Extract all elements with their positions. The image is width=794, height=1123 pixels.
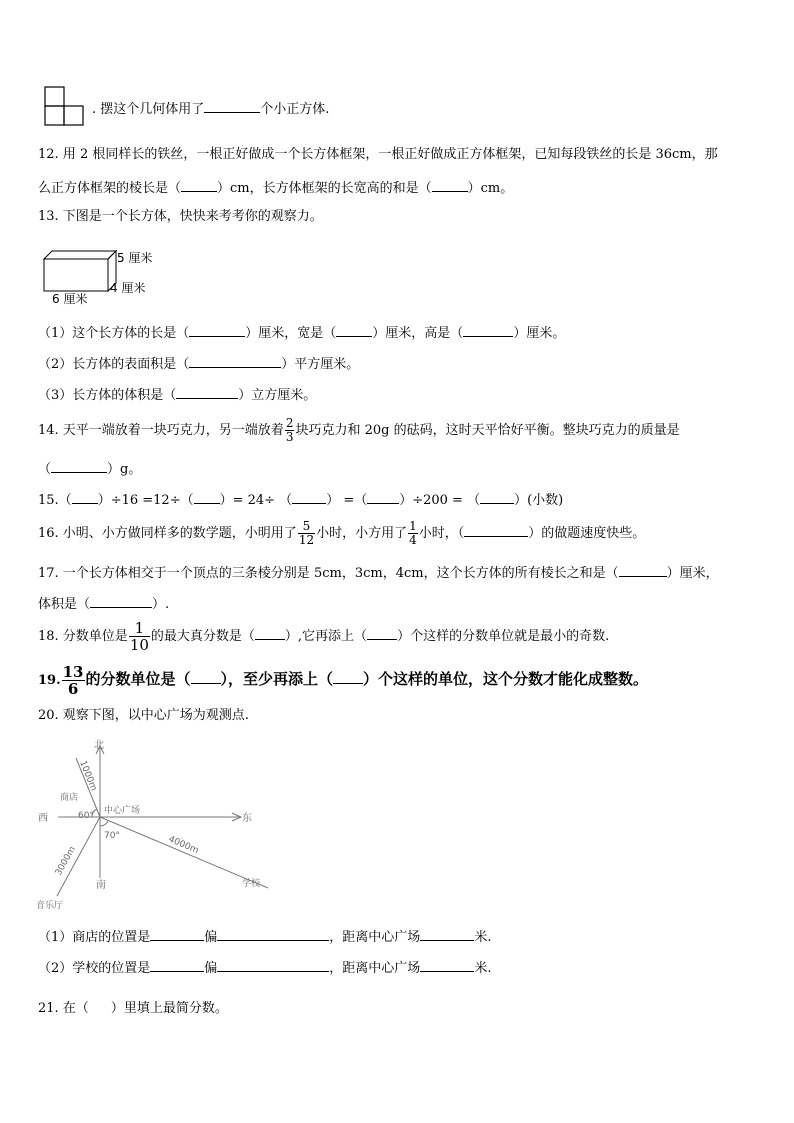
map-shop-label: 商店 [60, 793, 79, 803]
q12-text-line1: 12. 用 2 根同样长的铁丝，一根正好做成一个长方体框架，一根正好做成正方体框架，已知每段铁丝的长是 36cm，那 [38, 147, 718, 162]
q20-p2-text-c: ，距离中心广场 [329, 961, 421, 976]
map-angle-school: 70° [104, 831, 120, 841]
q17-text-d: ）. [152, 597, 170, 612]
map-south-label: 南 [96, 880, 106, 891]
question-13-part-3 [38, 384, 316, 405]
q15-text-b: ）÷16 =12÷（ [97, 493, 194, 508]
q20-p2-blank-distance[interactable] [420, 957, 474, 972]
q16-frac1-num: 5 [298, 520, 315, 534]
q15-blank-3[interactable] [292, 489, 326, 504]
angle-arc-school [100, 821, 108, 826]
q15-blank-1[interactable] [72, 489, 98, 504]
q15-text-c: ）= 24÷ （ [219, 493, 293, 508]
question-16 [38, 517, 645, 551]
q14-answer-blank[interactable] [51, 458, 107, 473]
q17-blank-volume[interactable] [90, 593, 152, 608]
q18-fraction [129, 620, 150, 653]
question-20-part-1 [38, 926, 491, 947]
q13-p2-text-a: （2）长方体的表面积是（ [38, 357, 190, 372]
q19-frac-den: 6 [67, 679, 79, 698]
question-20-title [38, 707, 249, 725]
question-20-part-2 [38, 957, 491, 978]
q17-text-c: 体积是（ [38, 597, 91, 612]
map-east-label: 东 [242, 813, 252, 824]
q14-text-b: 块巧克力和 20g 的砝码，这时天平恰好平衡。整块巧克力的质量是 [295, 423, 680, 438]
question-17-line-2 [38, 593, 169, 614]
cuboid-height-label: 5 厘米 [117, 251, 153, 265]
cuboid-front-face [44, 259, 108, 291]
map-music-hall-label: 音乐厅 [36, 901, 64, 910]
direction-map [30, 738, 280, 910]
q16-frac2-num: 1 [409, 519, 417, 533]
q13-p1-text-a: （1）这个长方体的长是（ [38, 326, 190, 341]
q12-text-c: ）cm。 [467, 181, 514, 196]
question-18 [38, 620, 609, 654]
q13-p3-text-a: （3）长方体的体积是（ [38, 388, 177, 403]
q13-p1-text-b: ）厘米，宽是（ [245, 326, 337, 341]
q16-text-d: ）的做题速度快些。 [528, 526, 646, 541]
map-dist-school: 4000m [166, 834, 200, 857]
q20-p2-blank-angle[interactable] [217, 957, 329, 972]
q17-blank-edges[interactable] [619, 562, 667, 577]
q20-p1-blank-angle[interactable] [217, 926, 329, 941]
q14-text-a: 14. 天平一端放着一块巧克力，另一端放着 [38, 423, 284, 438]
q16-fraction-1 [298, 520, 315, 547]
q13-p1-blank-width[interactable] [336, 322, 372, 337]
cuboid-figure [40, 247, 170, 309]
q19-blank-1[interactable] [191, 669, 221, 684]
question-19 [38, 660, 648, 700]
q12-answer-blank-2[interactable] [432, 177, 468, 192]
q13-p2-blank[interactable] [189, 353, 281, 368]
map-angle-shop: 60° [78, 811, 94, 821]
q15-blank-2[interactable] [194, 489, 220, 504]
q18-frac-den: 10 [129, 636, 149, 654]
question-11 [92, 98, 329, 119]
q20-p1-text-a: （1）商店的位置是 [38, 930, 151, 945]
map-west-label: 西 [38, 813, 48, 824]
q13-p3-text-b: ）立方厘米。 [238, 388, 317, 403]
question-14-line-1 [38, 414, 680, 448]
q16-text-c: 小时，（ [418, 526, 465, 541]
cube-stack-figure [44, 86, 86, 128]
cube-top [45, 87, 64, 106]
q15-blank-5[interactable] [480, 489, 514, 504]
q16-frac2-den: 4 [409, 533, 417, 547]
q14-fraction [285, 417, 295, 444]
question-14-line-2 [38, 458, 141, 479]
q19-text-d: ）个这样的单位，这个分数才能化成整数。 [363, 670, 649, 688]
q13-p2-text-b: ）平方厘米。 [281, 357, 360, 372]
question-17-line-1 [38, 562, 719, 583]
question-13-title [38, 208, 323, 226]
q20-p2-blank-direction1[interactable] [150, 957, 204, 972]
q19-text-a: 19. [38, 673, 61, 688]
q18-text-c: ）,它再添上（ [284, 629, 368, 644]
q20-p1-text-c: ，距离中心广场 [329, 930, 421, 945]
map-dist-music: 3000m [53, 844, 78, 878]
question-13-part-1 [38, 322, 565, 343]
q21-text-b: ）里填上最简分数。 [110, 1001, 228, 1016]
q20-p2-text-b: 偏 [204, 961, 218, 976]
q19-text-c: ），至少再添上（ [220, 670, 334, 688]
q18-text-b: 的最大真分数是（ [150, 629, 255, 644]
cuboid-top-face [44, 251, 116, 259]
school-direction-line [100, 817, 268, 888]
q20-p1-blank-direction1[interactable] [150, 926, 204, 941]
q18-frac-num: 1 [129, 620, 150, 637]
cuboid-length-label: 6 厘米 [52, 292, 88, 306]
q16-frac1-den: 12 [298, 533, 315, 547]
q20-p2-text-d: 米. [474, 961, 492, 976]
map-center-label: 中心广场 [104, 806, 141, 816]
question-12-line-2 [38, 177, 513, 198]
q15-text-f: ）(小数) [514, 493, 564, 508]
q14-frac-num: 2 [285, 416, 294, 430]
q20-p2-text-a: （2）学校的位置是 [38, 961, 151, 976]
q16-text-a: 16. 小明、小方做同样多的数学题，小明用了 [38, 526, 297, 541]
q19-fraction [62, 664, 85, 697]
q15-text-d: ） =（ [326, 493, 368, 508]
question-15 [38, 489, 563, 510]
q12-text-b: ）cm，长方体框架的长宽高的和是（ [217, 181, 432, 196]
q14-text-c: （ [38, 462, 52, 477]
q19-text-b: 的分数单位是（ [85, 670, 191, 688]
q13-title-text: 13. 下图是一个长方体，快快来考考你的观察力。 [38, 209, 323, 224]
q20-p1-blank-distance[interactable] [420, 926, 474, 941]
q17-text-a: 17. 一个长方体相交于一个顶点的三条棱分别是 5cm，3cm，4cm，这个长方体的所有棱长之和是（ [38, 566, 619, 581]
q13-p1-text-c: ）厘米，高是（ [372, 326, 464, 341]
q16-text-b: 小时，小方用了 [316, 526, 408, 541]
q15-text-e: ）÷200 = （ [399, 493, 481, 508]
q13-p1-blank-height[interactable] [463, 322, 513, 337]
q13-p1-text-d: ）厘米。 [513, 326, 566, 341]
q13-p1-blank-length[interactable] [189, 322, 245, 337]
q19-blank-2[interactable] [333, 669, 363, 684]
q16-fraction-2 [408, 520, 418, 547]
q18-blank-1[interactable] [255, 625, 285, 640]
cuboid-width-label: 4 厘米 [110, 281, 146, 295]
q11-answer-blank[interactable] [204, 98, 260, 113]
q21-text-a: 21. 在（ [38, 1001, 89, 1016]
q21-blank[interactable] [89, 998, 111, 1012]
question-12-line-1 [38, 146, 718, 164]
q11-text-a: . 摆这个几何体用了 [92, 102, 205, 117]
q20-p1-text-b: 偏 [204, 930, 218, 945]
q12-answer-blank-1[interactable] [181, 177, 217, 192]
q15-text-a: 15.（ [38, 493, 72, 508]
q18-blank-2[interactable] [367, 625, 397, 640]
q12-text-a: 么正方体框架的棱长是（ [38, 181, 182, 196]
map-north-label: 北 [94, 740, 104, 751]
cube-bottom-left [45, 106, 64, 125]
q13-p3-blank[interactable] [176, 384, 238, 399]
q18-text-a: 18. 分数单位是 [38, 629, 128, 644]
q16-answer-blank[interactable] [464, 522, 528, 537]
map-dist-shop: 1000m [77, 759, 99, 793]
q11-text-b: 个小正方体. [260, 102, 330, 117]
question-13-part-2 [38, 353, 359, 374]
q14-text-d: ）g。 [107, 462, 142, 477]
q15-blank-4[interactable] [367, 489, 399, 504]
q19-frac-num: 13 [62, 662, 84, 681]
cube-bottom-right [64, 106, 83, 125]
q20-title-text: 20. 观察下图，以中心广场为观测点. [38, 708, 249, 723]
question-21 [38, 998, 228, 1018]
map-school-label: 学校 [242, 879, 261, 889]
q20-p1-text-d: 米. [474, 930, 492, 945]
q14-frac-den: 3 [285, 430, 294, 444]
q18-text-d: ）个这样的分数单位就是最小的奇数. [397, 629, 610, 644]
q17-text-b: ）厘米， [666, 566, 719, 581]
